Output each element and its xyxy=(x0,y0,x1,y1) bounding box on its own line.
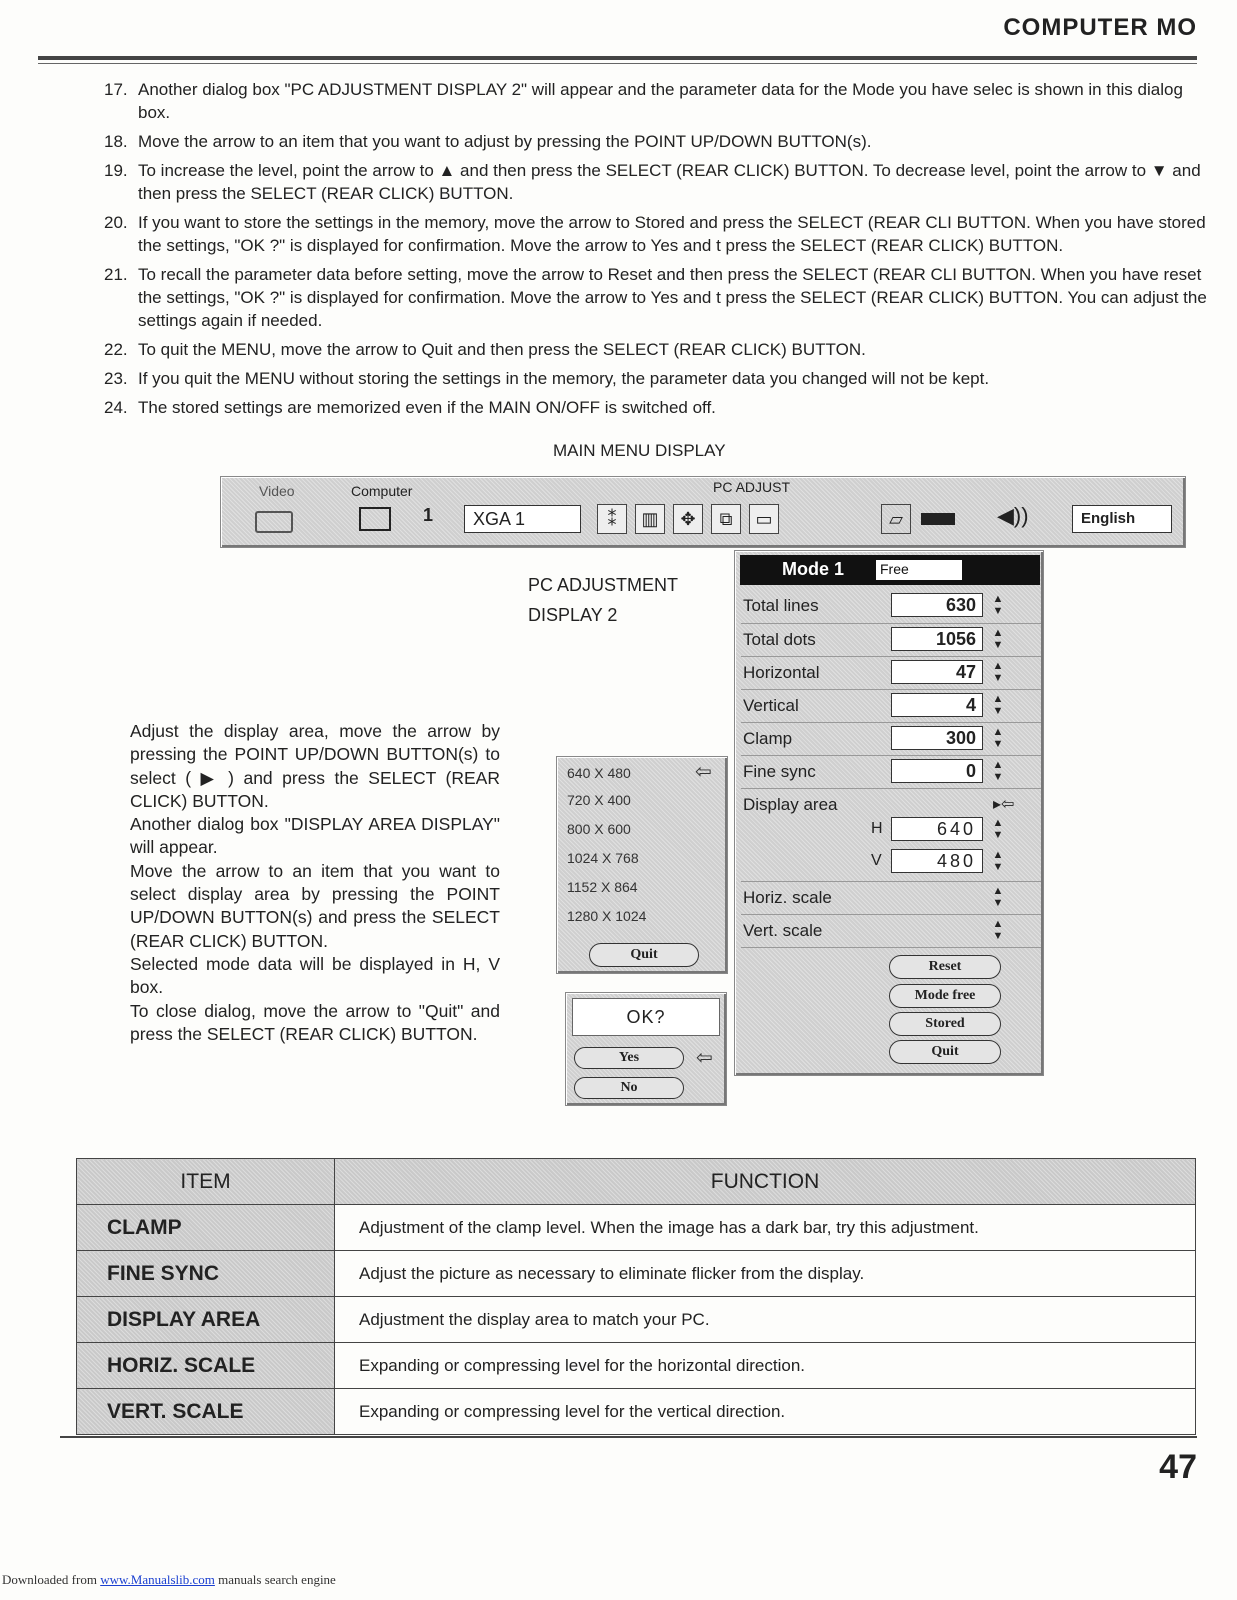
row-divider xyxy=(741,722,1041,723)
row-divider xyxy=(741,656,1041,657)
row-label: Fine sync xyxy=(743,762,816,781)
projector-icon[interactable] xyxy=(921,513,955,525)
step-item xyxy=(104,263,1214,332)
up-down-arrow-icon[interactable]: ▲ ▼ xyxy=(992,817,1004,841)
step-number: 18. xyxy=(104,132,128,151)
display-area-option[interactable]: 1024 X 768 xyxy=(567,850,639,866)
caption-line: DISPLAY 2 xyxy=(528,605,618,625)
row-value: 0 xyxy=(891,759,983,783)
row-divider xyxy=(741,947,1041,948)
adjust-row-fine-sync[interactable] xyxy=(741,757,1041,787)
up-down-arrow-icon[interactable]: ▲ ▼ xyxy=(992,693,1004,717)
row-label: Horiz. scale xyxy=(743,888,832,907)
function-table xyxy=(76,1158,1196,1435)
table-cell-item: HORIZ. SCALE xyxy=(77,1343,335,1389)
table-cell-function: Adjust the picture as necessary to eliminate flicker from the display. xyxy=(335,1251,1196,1297)
step-item xyxy=(104,396,1214,419)
mode-name-field[interactable]: Free xyxy=(876,560,962,580)
footer-suffix: manuals search engine xyxy=(214,1572,336,1587)
step-number: 23. xyxy=(104,369,128,388)
ok-confirm-dialog xyxy=(565,992,727,1106)
mode-header xyxy=(740,555,1040,585)
table-row xyxy=(77,1389,1196,1435)
row-divider xyxy=(741,623,1041,624)
row-value: 630 xyxy=(891,593,983,617)
row-divider xyxy=(741,689,1041,690)
row-label: Vertical xyxy=(743,696,799,715)
step-number: 17. xyxy=(104,80,128,99)
row-divider xyxy=(741,881,1041,882)
display-area-option[interactable]: 640 X 480 xyxy=(567,765,631,781)
row-label: Total lines xyxy=(743,596,819,615)
instruction-steps xyxy=(104,78,1214,425)
pc-adjust-icon[interactable]: ⧉ xyxy=(711,504,741,534)
row-label: Display area xyxy=(743,795,838,814)
download-footer xyxy=(2,1572,336,1588)
table-cell-function: Expanding or compressing level for the vertical direction. xyxy=(335,1389,1196,1435)
instruction-paragraph: Selected mode data will be displayed in H, V box. xyxy=(130,953,500,998)
table-cell-item: CLAMP xyxy=(77,1205,335,1251)
video-deck-icon[interactable] xyxy=(255,511,293,533)
footer-rule xyxy=(60,1436,1197,1438)
footer-prefix: Downloaded from xyxy=(2,1572,101,1587)
picture-icon[interactable]: ▱ xyxy=(881,504,911,534)
adjust-row-total-lines[interactable] xyxy=(741,591,1041,621)
menu-computer-label: Computer xyxy=(351,483,413,499)
mode-free-button[interactable]: Mode free xyxy=(889,984,1001,1008)
table-cell-function: Expanding or compressing level for the horizontal direction. xyxy=(335,1343,1196,1389)
pc-adjustment-caption xyxy=(528,570,678,630)
instruction-paragraph: To close dialog, move the arrow to "Quit" and press the SELECT (REAR CLICK) BUTTON. xyxy=(130,1000,500,1044)
column-header-function: FUNCTION xyxy=(335,1159,1196,1205)
main-menu-caption: MAIN MENU DISPLAY xyxy=(553,441,726,460)
v-value: 480 xyxy=(891,849,983,873)
reset-button[interactable]: Reset xyxy=(889,955,1001,979)
up-down-arrow-icon[interactable]: ▲ ▼ xyxy=(992,759,1004,783)
adjust-row-vertical[interactable] xyxy=(741,691,1041,721)
step-number: 19. xyxy=(104,161,128,180)
table-cell-item: DISPLAY AREA xyxy=(77,1297,335,1343)
table-row xyxy=(77,1297,1196,1343)
quit-button[interactable]: Quit xyxy=(889,1040,1001,1064)
v-label: V xyxy=(871,852,882,869)
pc-adjust-label: PC ADJUST xyxy=(713,479,791,495)
display-area-option[interactable]: 1280 X 1024 xyxy=(567,908,647,924)
row-value: 300 xyxy=(891,726,983,750)
header-rule-thin xyxy=(38,63,1197,64)
step-text: To quit the MENU, move the arrow to Quit and then press the SELECT (REAR CLICK) BUTTON. xyxy=(138,340,866,359)
display-area-option[interactable]: 1152 X 864 xyxy=(567,879,638,895)
page-number: 47 xyxy=(1159,1448,1197,1486)
adjust-row-vert-scale[interactable] xyxy=(741,916,1041,946)
speaker-volume-icon[interactable]: ◀)) xyxy=(997,503,1029,528)
computer-mode-field[interactable]: XGA 1 xyxy=(464,505,581,533)
table-cell-function: Adjustment the display area to match your PC. xyxy=(335,1297,1196,1343)
position-move-icon[interactable]: ✥ xyxy=(673,504,703,534)
table-cell-function: Adjustment of the clamp level. When the image has a dark bar, try this adjustment. xyxy=(335,1205,1196,1251)
row-label: Total dots xyxy=(743,630,816,649)
step-item xyxy=(104,338,1214,361)
language-field[interactable]: English xyxy=(1072,505,1172,533)
display-area-h-row xyxy=(741,815,1041,845)
step-text: To increase the level, point the arrow to ▲ and then press the SELECT (REAR CLICK) BUTTON. To decrease level, point the arrow to ▼ and then press the SELECT (REAR CLICK) BUTTON. xyxy=(138,161,1201,203)
display-area-instructions xyxy=(130,720,500,1046)
adjust-row-total-dots[interactable] xyxy=(741,625,1041,655)
select-arrow-icon[interactable]: ▸⇦ xyxy=(993,796,1015,813)
step-item xyxy=(104,211,1214,257)
row-divider xyxy=(741,788,1041,789)
page-header-title: COMPUTER MO xyxy=(1003,14,1197,41)
up-down-arrow-icon[interactable]: ▲ ▼ xyxy=(992,849,1004,873)
ok-prompt: OK? xyxy=(572,998,720,1036)
step-item xyxy=(104,130,1214,153)
mode-number-label: Mode 1 xyxy=(782,559,845,579)
table-row xyxy=(77,1205,1196,1251)
auto-adjust-icon[interactable]: ⁑ xyxy=(597,504,627,534)
up-down-arrow-icon[interactable]: ▲ ▼ xyxy=(992,627,1004,651)
step-text: To recall the parameter data before setting, move the arrow to Reset and then press the SELECT (REAR CLI BUTTON. When you have reset the settings, "OK ?" is displayed for confirmation. Move the arrow to Yes and t press the SELECT (REAR CLICK) BUTTON. You can adjust the settings again if needed. xyxy=(138,265,1207,330)
row-label: Vert. scale xyxy=(743,921,823,940)
caption-line: PC ADJUSTMENT xyxy=(528,575,679,595)
up-down-arrow-icon[interactable]: ▲ ▼ xyxy=(992,885,1004,909)
no-button[interactable]: No xyxy=(574,1077,684,1099)
display-area-option[interactable]: 720 X 400 xyxy=(567,792,631,808)
computer-number: 1 xyxy=(423,505,434,525)
table-cell-item: VERT. SCALE xyxy=(77,1389,335,1435)
step-text: Move the arrow to an item that you want to adjust by pressing the POINT UP/DOWN BUTTON(s). xyxy=(138,132,872,151)
row-value: 1056 xyxy=(891,627,983,651)
step-number: 24. xyxy=(104,398,128,417)
display-area-v-row xyxy=(741,847,1041,877)
phase-adjust-icon[interactable]: ▥ xyxy=(635,504,665,534)
step-number: 22. xyxy=(104,340,128,359)
step-text: If you want to store the settings in the memory, move the arrow to Stored and press the SELECT (REAR CLI BUTTON. When you have stored the settings, "OK ?" is displayed for confirmation. Move the arrow to Yes and t press the SELECT (REAR CLICK) BUTTON. xyxy=(138,213,1206,255)
h-value: 640 xyxy=(891,817,983,841)
adjust-row-horizontal[interactable] xyxy=(741,658,1041,688)
header-rule xyxy=(38,56,1197,60)
up-down-arrow-icon[interactable]: ▲ ▼ xyxy=(992,660,1004,684)
step-item xyxy=(104,78,1214,124)
instruction-paragraph: Adjust the display area, move the arrow by pressing the POINT UP/DOWN BUTTON(s) to select ( ▶ ) and press the SELECT (REAR CLICK) BUTTON. xyxy=(130,721,500,811)
yes-button[interactable]: Yes xyxy=(574,1047,684,1069)
stored-button[interactable]: Stored xyxy=(889,1012,1001,1036)
row-value: 47 xyxy=(891,660,983,684)
step-item xyxy=(104,367,1214,390)
main-menu-bar xyxy=(220,476,1186,548)
select-arrow-icon: ⇦ xyxy=(696,1047,713,1069)
table-row xyxy=(77,1343,1196,1389)
step-text: Another dialog box "PC ADJUSTMENT DISPLAY 2" will appear and the parameter data for the Mode you have selec is shown in this dialog box. xyxy=(138,80,1183,122)
row-label: Clamp xyxy=(743,729,793,748)
step-number: 20. xyxy=(104,213,128,232)
computer-monitor-icon[interactable] xyxy=(359,507,391,531)
list-quit-button[interactable]: Quit xyxy=(589,943,699,967)
table-cell-item: FINE SYNC xyxy=(77,1251,335,1297)
display-area-dialog xyxy=(556,756,728,974)
h-label: H xyxy=(871,820,883,837)
step-text: The stored settings are memorized even if the MAIN ON/OFF is switched off. xyxy=(138,398,716,417)
menu-video-label: Video xyxy=(259,483,295,499)
adjust-row-horiz-scale[interactable] xyxy=(741,883,1041,913)
column-header-item: ITEM xyxy=(77,1159,335,1205)
instruction-paragraph: Move the arrow to an item that you want to select display area by pressing the POINT UP/DOWN BUTTON(s) and press the SELECT (REAR CLICK) BUTTON. xyxy=(130,860,500,951)
instruction-paragraph: Another dialog box "DISPLAY AREA DISPLAY" will appear. xyxy=(130,814,500,858)
row-value: 4 xyxy=(891,693,983,717)
up-down-arrow-icon[interactable]: ▲ ▼ xyxy=(992,726,1004,750)
table-header-row xyxy=(77,1159,1196,1205)
row-label: Horizontal xyxy=(743,663,820,682)
select-arrow-icon: ⇦ xyxy=(695,761,712,783)
step-text: If you quit the MENU without storing the settings in the memory, the parameter data you changed will not be kept. xyxy=(138,369,990,388)
step-number: 21. xyxy=(104,265,128,284)
step-item xyxy=(104,159,1214,205)
display-area-option[interactable]: 800 X 600 xyxy=(567,821,631,837)
screen-icon[interactable]: ▭ xyxy=(749,504,779,534)
table-row xyxy=(77,1251,1196,1297)
up-down-arrow-icon[interactable]: ▲ ▼ xyxy=(992,918,1004,942)
manualslib-link[interactable]: www.Manualslib.com xyxy=(100,1572,215,1587)
row-divider xyxy=(741,914,1041,915)
row-divider xyxy=(741,755,1041,756)
up-down-arrow-icon[interactable]: ▲ ▼ xyxy=(992,593,1004,617)
pc-adjustment-panel xyxy=(734,550,1044,1076)
adjust-row-clamp[interactable] xyxy=(741,724,1041,754)
